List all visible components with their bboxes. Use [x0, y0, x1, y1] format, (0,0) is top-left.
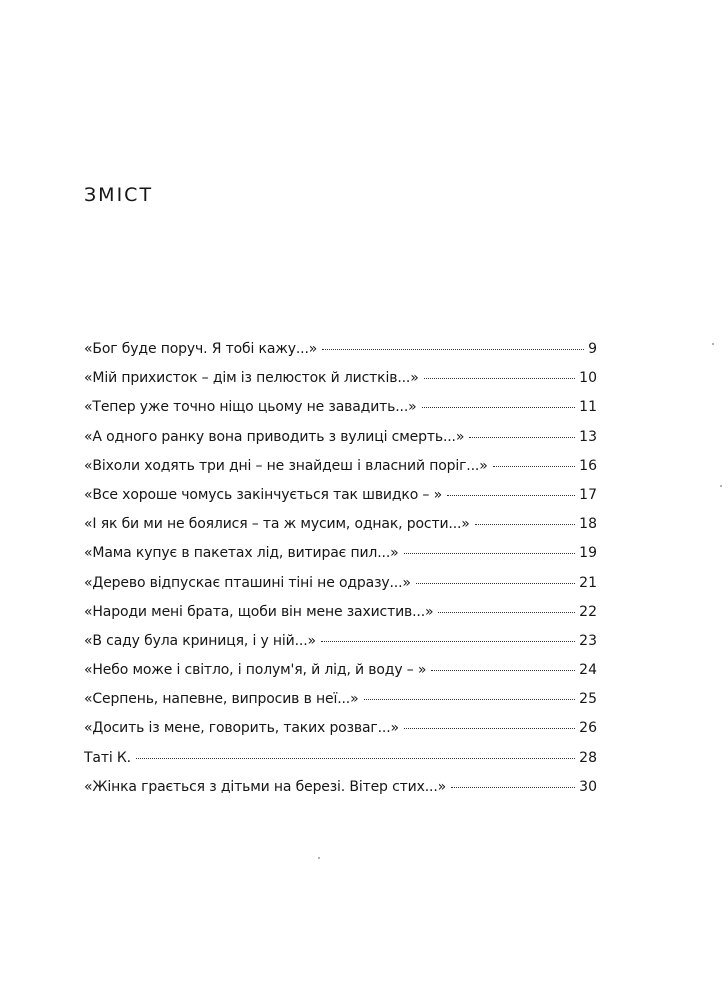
dot-leader: [469, 437, 575, 438]
toc-entry: [84, 545, 597, 574]
toc-entry-page: 21: [579, 574, 597, 591]
toc-entry-page: 13: [579, 428, 597, 445]
dot-leader: [493, 466, 576, 467]
toc-entry-page: 22: [579, 603, 597, 620]
toc-entry-title: «Тепер уже точно ніщо цьому не завадить...»: [84, 399, 417, 416]
toc-entry-title: «Досить із мене, говорить, таких розваг...»: [84, 720, 399, 737]
toc-entry-title: «Небо може і світло, і полум'я, й лід, й воду – »: [84, 662, 427, 679]
toc-entry: [84, 575, 597, 604]
dot-leader: [475, 524, 575, 525]
toc-entry: [84, 487, 597, 516]
dot-leader: [424, 378, 576, 379]
toc-entry-page: 11: [579, 399, 597, 416]
toc-entry-title: «В саду була криниця, і у ній...»: [84, 632, 316, 649]
toc-entry-page: 24: [579, 662, 597, 679]
toc-entry: [84, 458, 597, 487]
dot-leader: [416, 583, 575, 584]
toc-entry: [84, 399, 597, 428]
toc-entry: [84, 691, 597, 720]
toc-entry-title: «Мама купує в пакетах лід, витирає пил...»: [84, 545, 399, 562]
toc-entry-page: 9: [588, 341, 597, 357]
toc-entry-title: «І як би ми не боялися – та ж мусим, однак, рости...»: [84, 516, 470, 533]
toc-entry: [84, 341, 597, 370]
dot-leader: [404, 728, 575, 729]
toc-entry: [84, 779, 597, 808]
toc-entry-page: 18: [579, 516, 597, 533]
toc-entry-page: 16: [579, 457, 597, 474]
dot-leader: [136, 758, 575, 759]
toc-entry: [84, 604, 597, 633]
dot-leader: [364, 699, 576, 700]
table-of-contents: [84, 341, 597, 808]
dot-leader: [404, 553, 576, 554]
toc-entry-title: «Віхоли ходять три дні – не знайдеш і власний поріг...»: [84, 457, 488, 474]
paper-speck: [720, 485, 722, 487]
paper-speck: [712, 343, 714, 345]
toc-entry: [84, 662, 597, 691]
dot-leader: [422, 407, 576, 408]
toc-entry-page: 17: [579, 486, 597, 503]
toc-entry-title: «Бог буде поруч. Я тобі кажу...»: [84, 341, 318, 357]
toc-entry: [84, 429, 597, 458]
toc-entry-title: «Дерево відпускає пташині тіні не одразу...»: [84, 574, 411, 591]
toc-entry-title: «Народи мені брата, щоби він мене захистив...»: [84, 603, 434, 620]
toc-entry-title: «Мій прихисток – дім із пелюсток й листків...»: [84, 370, 419, 387]
paper-speck: [318, 857, 320, 859]
toc-entry-title: «А одного ранку вона приводить з вулиці смерть...»: [84, 428, 465, 445]
dot-leader: [322, 349, 584, 350]
dot-leader: [321, 641, 575, 642]
toc-entry: [84, 720, 597, 749]
toc-entry-page: 30: [579, 778, 597, 795]
toc-entry: [84, 370, 597, 399]
toc-entry-page: 25: [579, 691, 597, 708]
toc-entry-title: «Жінка грається з дітьми на березі. Вітер стих...»: [84, 778, 447, 795]
dot-leader: [451, 787, 575, 788]
toc-entry-title: «Все хороше чомусь закінчується так швидко – »: [84, 486, 442, 503]
toc-entry-title: «Серпень, напевне, випросив в неї...»: [84, 691, 359, 708]
toc-entry-page: 23: [579, 632, 597, 649]
dot-leader: [447, 495, 575, 496]
toc-entry: [84, 633, 597, 662]
dot-leader: [438, 612, 575, 613]
toc-entry: [84, 516, 597, 545]
dot-leader: [431, 670, 575, 671]
toc-entry-page: 19: [579, 545, 597, 562]
toc-entry-page: 26: [579, 720, 597, 737]
toc-entry-page: 10: [579, 370, 597, 387]
toc-entry-title: Таті К.: [84, 749, 131, 766]
toc-entry: [84, 750, 597, 779]
toc-entry-page: 28: [579, 749, 597, 766]
page-title: ЗМІСТ: [84, 184, 154, 206]
